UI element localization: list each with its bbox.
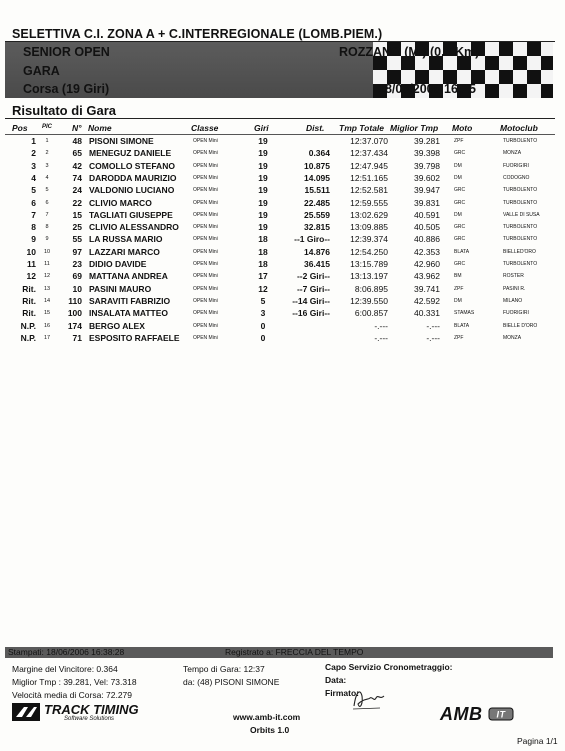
cell-bike-number: 69 — [72, 271, 82, 282]
race-time: Tempo di Gara: 12:37 — [183, 664, 265, 674]
winner-margin: Margine del Vincitore: 0.364 — [12, 664, 118, 674]
cell-bike-make: DM — [454, 297, 462, 304]
cell-total-time: -.--- — [374, 332, 388, 343]
cell-bike-number: 55 — [72, 234, 82, 245]
cell-total-time: 12:54.250 — [350, 246, 388, 257]
col-class: Classe — [191, 123, 219, 133]
table-row — [0, 198, 565, 210]
cell-position: 10 — [26, 246, 36, 257]
cell-position: Rit. — [22, 308, 36, 319]
cell-class-position: 9 — [45, 236, 49, 243]
date-field-label: Data: — [325, 675, 347, 685]
cell-rider-class: OPEN Mini — [193, 211, 218, 218]
cell-rider-name: PASINI MAURO — [89, 283, 152, 294]
cell-rider-class: OPEN Mini — [193, 138, 218, 144]
category-label: SENIOR OPEN — [23, 45, 110, 59]
race-banner — [5, 42, 553, 98]
cell-best-lap: 39.398 — [414, 148, 440, 159]
cell-laps: 19 — [258, 197, 268, 208]
cell-best-lap: 39.798 — [414, 160, 440, 171]
cell-laps: 19 — [258, 209, 268, 220]
section-title: Risultato di Gara — [12, 103, 117, 118]
cell-position: 2 — [31, 148, 36, 159]
cell-position: 7 — [31, 209, 36, 220]
cell-rider-name: SARAVITI FABRIZIO — [89, 295, 171, 306]
cell-gap: 36.415 — [304, 259, 330, 269]
cell-position: 11 — [27, 259, 36, 269]
cell-rider-name: BERGO ALEX — [89, 320, 145, 331]
cell-rider-name: ESPOSITO RAFFAELE — [89, 332, 180, 343]
table-row — [0, 136, 565, 148]
cell-best-lap: 39.602 — [414, 172, 440, 183]
cell-laps: 19 — [258, 160, 268, 171]
event-title: SELETTIVA C.I. ZONA A + C.INTERREGIONALE (LOMB.PIEM.) — [12, 27, 383, 41]
cell-gap: --1 Giro-- — [294, 234, 330, 245]
cell-laps: 19 — [258, 222, 268, 233]
cell-rider-class: OPEN Mini — [193, 199, 218, 206]
cell-position: Rit. — [22, 283, 36, 294]
cell-class-position: 4 — [45, 174, 49, 181]
cell-gap: 14.095 — [304, 172, 330, 183]
cell-bike-number: 100 — [67, 308, 82, 319]
cell-motoclub: FUORIGIRI — [503, 162, 529, 169]
cell-best-lap: 40.505 — [414, 222, 440, 233]
cell-bike-make: GRC — [454, 236, 466, 243]
cell-rider-class: OPEN Mini — [193, 150, 218, 157]
divider — [5, 134, 555, 135]
col-bike: Moto — [452, 123, 473, 133]
cell-laps: 0 — [260, 332, 266, 343]
cell-total-time: 13:09.885 — [350, 222, 388, 233]
cell-bike-make: GRC — [454, 199, 466, 206]
cell-best-lap: 39.741 — [414, 283, 440, 294]
track-timing-icon — [12, 703, 40, 721]
cell-laps: 17 — [258, 271, 268, 282]
best-lap-summary: Miglior Tmp : 39.281, Vel: 73.318 — [12, 677, 137, 687]
cell-bike-number: 42 — [72, 160, 82, 171]
cell-total-time: 12:47.945 — [350, 160, 388, 171]
amb-logo — [440, 704, 514, 725]
cell-total-time: 13:02.629 — [350, 209, 388, 220]
cell-class-position: 7 — [45, 211, 49, 218]
cell-class-position: 3 — [45, 162, 49, 169]
average-speed: Velocità media di Corsa: 72.279 — [12, 690, 133, 700]
cell-motoclub: PASINI R. — [503, 285, 526, 292]
cell-bike-make: BLATA — [454, 248, 470, 255]
cell-bike-number: 174 — [67, 320, 82, 331]
cell-bike-make: ZPF — [454, 285, 464, 292]
cell-motoclub: TURBOLENTO — [503, 236, 538, 243]
page-number: Pagina 1/1 — [517, 736, 558, 746]
cell-motoclub: MILANO — [503, 297, 523, 304]
cell-bike-number: 110 — [68, 295, 82, 306]
cell-rider-class: OPEN Mini — [193, 162, 218, 169]
cell-gap: --16 Giri-- — [292, 308, 330, 319]
col-number: N° — [72, 123, 82, 133]
cell-rider-class: OPEN Mini — [193, 261, 218, 267]
cell-best-lap: 40.886 — [414, 234, 440, 245]
cell-motoclub: BIELLE D'ORO — [503, 322, 538, 329]
cell-total-time: 8:06.895 — [354, 283, 388, 294]
cell-total-time: -.--- — [374, 320, 388, 331]
cell-position: 9 — [31, 234, 36, 245]
cell-laps: 5 — [260, 295, 266, 306]
cell-motoclub: FUORIGIRI — [503, 310, 529, 317]
cell-class-position: 13 — [43, 285, 51, 292]
cell-total-time: 12:52.581 — [350, 185, 388, 196]
cell-best-lap: 40.591 — [414, 209, 440, 220]
table-row — [0, 222, 565, 234]
cell-rider-class: OPEN Mini — [193, 322, 218, 329]
cell-rider-name: TAGLIATI GIUSEPPE — [89, 209, 173, 220]
cell-position: Rit. — [22, 295, 36, 306]
cell-motoclub: ROSTER — [503, 273, 524, 280]
cell-total-time: 6:00.857 — [354, 308, 388, 319]
cell-rider-name: DIDIO DAVIDE — [89, 259, 147, 269]
cell-class-position: 15 — [43, 310, 51, 317]
cell-best-lap: 42.353 — [414, 246, 440, 257]
cell-total-time: 12:51.165 — [350, 172, 388, 183]
cell-rider-class: OPEN Mini — [193, 273, 218, 280]
cell-total-time: 12:39.550 — [350, 295, 388, 306]
cell-motoclub: MONZA — [503, 150, 522, 157]
divider — [5, 118, 555, 119]
cell-best-lap: 39.281 — [414, 136, 440, 146]
cell-class-position: 17 — [43, 334, 51, 341]
table-row — [0, 161, 565, 173]
cell-motoclub: TURBOLENTO — [503, 261, 538, 267]
cell-rider-class: OPEN Mini — [193, 248, 218, 255]
footer-bar — [5, 647, 553, 658]
cell-position: N.P. — [20, 332, 36, 343]
cell-class-position: 10 — [43, 248, 51, 255]
cell-best-lap: 42.960 — [414, 259, 440, 269]
cell-position: N.P. — [20, 320, 36, 331]
cell-rider-name: INSALATA MATTEO — [89, 308, 169, 319]
cell-class-position: 14 — [43, 297, 51, 304]
date-time-label: 18/06/2006 16:25 — [378, 82, 477, 96]
cell-bike-number: 71 — [72, 332, 82, 343]
cell-bike-number: 24 — [72, 185, 82, 196]
cell-position: 3 — [31, 160, 36, 171]
cell-total-time: 13:13.197 — [350, 271, 388, 282]
cell-gap: --2 Giri-- — [296, 271, 330, 282]
cell-gap: 22.485 — [304, 197, 330, 208]
printed-timestamp: Stampati: 18/06/2006 16:38:28 — [8, 647, 125, 657]
cell-laps: 0 — [260, 320, 266, 331]
brand-name: TRACK TIMING — [44, 702, 139, 717]
cell-motoclub: TURBOLENTO — [503, 138, 538, 144]
table-row — [0, 333, 565, 345]
col-laps: Giri — [254, 123, 269, 133]
session-label: GARA — [23, 64, 60, 78]
cell-rider-name: LA RUSSA MARIO — [89, 234, 163, 245]
cell-bike-make: DM — [454, 174, 462, 181]
cell-bike-make: GRC — [454, 150, 466, 157]
table-row — [0, 247, 565, 259]
cell-motoclub: BIELLED'ORO — [503, 248, 536, 255]
cell-rider-class: OPEN Mini — [193, 174, 218, 181]
col-pic: PIC — [42, 124, 53, 130]
cell-motoclub: MONZA — [503, 334, 522, 341]
cell-rider-class: OPEN Mini — [193, 334, 218, 341]
cell-gap: 15.511 — [304, 185, 330, 196]
brand-subtitle: Software Solutions — [64, 716, 115, 722]
cell-bike-number: 25 — [72, 222, 82, 233]
cell-laps: 3 — [260, 308, 266, 319]
col-best-lap: Miglior Tmp — [390, 123, 439, 133]
cell-rider-name: PISONI SIMONE — [89, 136, 154, 146]
cell-bike-make: ZPF — [454, 138, 464, 144]
cell-motoclub: TURBOLENTO — [503, 199, 538, 206]
cell-gap: 32.815 — [304, 222, 330, 233]
cell-rider-class: OPEN Mini — [193, 285, 218, 292]
cell-gap: 14.876 — [304, 246, 330, 257]
signature-field-label: Firmato: — [325, 688, 359, 698]
cell-best-lap: -.--- — [426, 320, 440, 331]
cell-bike-number: 10 — [72, 283, 82, 294]
cell-bike-make: ZPF — [454, 334, 464, 341]
cell-position: 8 — [31, 222, 36, 233]
cell-bike-number: 15 — [72, 209, 82, 220]
cell-laps: 18 — [258, 246, 268, 257]
table-row — [0, 210, 565, 222]
cell-motoclub: VALLE DI SUSA — [503, 211, 540, 218]
cell-laps: 19 — [258, 172, 268, 183]
table-row — [0, 284, 565, 296]
cell-class-position: 11 — [44, 261, 50, 267]
cell-bike-make: DM — [454, 211, 462, 218]
cell-best-lap: -.--- — [426, 332, 440, 343]
cell-rider-name: CLIVIO MARCO — [89, 197, 152, 208]
cell-laps: 18 — [258, 259, 268, 269]
cell-bike-make: GRC — [454, 187, 466, 194]
table-row — [0, 271, 565, 283]
cell-bike-make: BLATA — [454, 322, 470, 329]
cell-bike-make: GRC — [454, 224, 466, 231]
cell-rider-class: OPEN Mini — [193, 224, 218, 231]
cell-gap: --7 Giri-- — [296, 283, 330, 294]
cell-rider-name: MATTANA ANDREA — [89, 271, 168, 282]
cell-rider-name: COMOLLO STEFANO — [89, 160, 175, 171]
cell-best-lap: 40.331 — [414, 308, 440, 319]
cell-class-position: 16 — [43, 322, 51, 329]
col-club: Motoclub — [500, 123, 538, 133]
cell-bike-number: 23 — [72, 259, 82, 269]
cell-total-time: 12:37.070 — [350, 136, 388, 146]
cell-bike-make: DM — [454, 162, 462, 169]
table-row — [0, 173, 565, 185]
cell-position: 6 — [31, 197, 36, 208]
cell-bike-make: STAMAS — [454, 310, 475, 317]
table-row — [0, 296, 565, 308]
table-row — [0, 148, 565, 160]
table-row — [0, 185, 565, 197]
cell-laps: 19 — [258, 136, 268, 146]
cell-bike-number: 65 — [72, 148, 82, 159]
cell-laps: 12 — [258, 283, 268, 294]
svg-text:IT: IT — [496, 709, 506, 720]
cell-rider-class: OPEN Mini — [193, 310, 218, 317]
race-label: Corsa (19 Giri) — [23, 82, 110, 96]
cell-class-position: 1 — [45, 138, 49, 144]
cell-bike-number: 97 — [72, 246, 82, 257]
cell-bike-number: 74 — [72, 172, 82, 183]
cell-rider-name: VALDONIO LUCIANO — [89, 185, 175, 196]
table-row — [0, 321, 565, 333]
cell-motoclub: CODOGNO — [503, 174, 530, 181]
cell-gap: 10.875 — [304, 160, 330, 171]
cell-class-position: 12 — [43, 273, 51, 280]
website-url: www.amb-it.com — [233, 712, 301, 722]
best-lap-rider: da: (48) PISONI SIMONE — [183, 677, 280, 687]
cell-motoclub: TURBOLENTO — [503, 187, 538, 194]
col-pos: Pos — [12, 123, 28, 133]
cell-laps: 18 — [258, 234, 268, 245]
col-total-time: Tmp Totale — [339, 123, 385, 133]
cell-position: 12 — [26, 271, 36, 282]
cell-gap: --14 Giri-- — [292, 295, 330, 306]
cell-class-position: 2 — [45, 150, 49, 157]
cell-gap: 0.364 — [308, 148, 330, 159]
cell-position: 5 — [31, 185, 36, 196]
cell-class-position: 5 — [45, 187, 49, 194]
cell-total-time: 12:39.374 — [350, 234, 388, 245]
table-row — [0, 308, 565, 320]
amb-logo-text: AMB — [440, 704, 483, 724]
cell-total-time: 13:15.789 — [350, 259, 388, 269]
col-gap: Dist. — [306, 123, 325, 133]
cell-class-position: 6 — [45, 199, 49, 206]
cell-best-lap: 39.947 — [414, 185, 440, 196]
col-name: Nome — [88, 123, 112, 133]
cell-rider-class: OPEN Mini — [193, 297, 218, 304]
registered-to: Registrato a: FRECCIA DEL TEMPO — [225, 647, 364, 657]
cell-gap: 25.559 — [304, 209, 330, 220]
software-version: Orbits 1.0 — [250, 725, 290, 735]
cell-best-lap: 42.592 — [414, 295, 440, 306]
table-row — [0, 234, 565, 246]
table-row — [0, 259, 565, 271]
cell-rider-name: CLIVIO ALESSANDRO — [89, 222, 179, 233]
cell-class-position: 8 — [45, 224, 49, 231]
cell-rider-class: OPEN Mini — [193, 236, 218, 243]
cell-rider-name: MENEGUZ DANIELE — [89, 148, 172, 159]
cell-bike-make: GRC — [454, 261, 466, 267]
cell-position: 1 — [31, 136, 36, 146]
amb-it-badge-icon — [488, 707, 514, 721]
cell-best-lap: 39.831 — [414, 197, 440, 208]
cell-bike-make: BM — [454, 273, 462, 280]
cell-total-time: 12:37.434 — [350, 148, 388, 159]
cell-rider-name: DARODDA MAURIZIO — [89, 172, 177, 183]
cell-motoclub: TURBOLENTO — [503, 224, 538, 231]
signature-image — [350, 684, 390, 714]
cell-rider-name: LAZZARI MARCO — [89, 246, 160, 257]
cell-laps: 19 — [258, 148, 268, 159]
cell-total-time: 12:59.555 — [350, 197, 388, 208]
cell-best-lap: 43.962 — [414, 271, 440, 282]
cell-laps: 19 — [258, 185, 268, 196]
cell-position: 4 — [31, 172, 36, 183]
venue-label: ROZZANO (MI) (0.8 Km) — [339, 45, 480, 59]
timing-chief-label: Capo Servizio Cronometraggio: — [325, 662, 453, 672]
cell-rider-class: OPEN Mini — [193, 187, 218, 194]
cell-bike-number: 48 — [72, 136, 82, 146]
cell-bike-number: 22 — [72, 197, 82, 208]
